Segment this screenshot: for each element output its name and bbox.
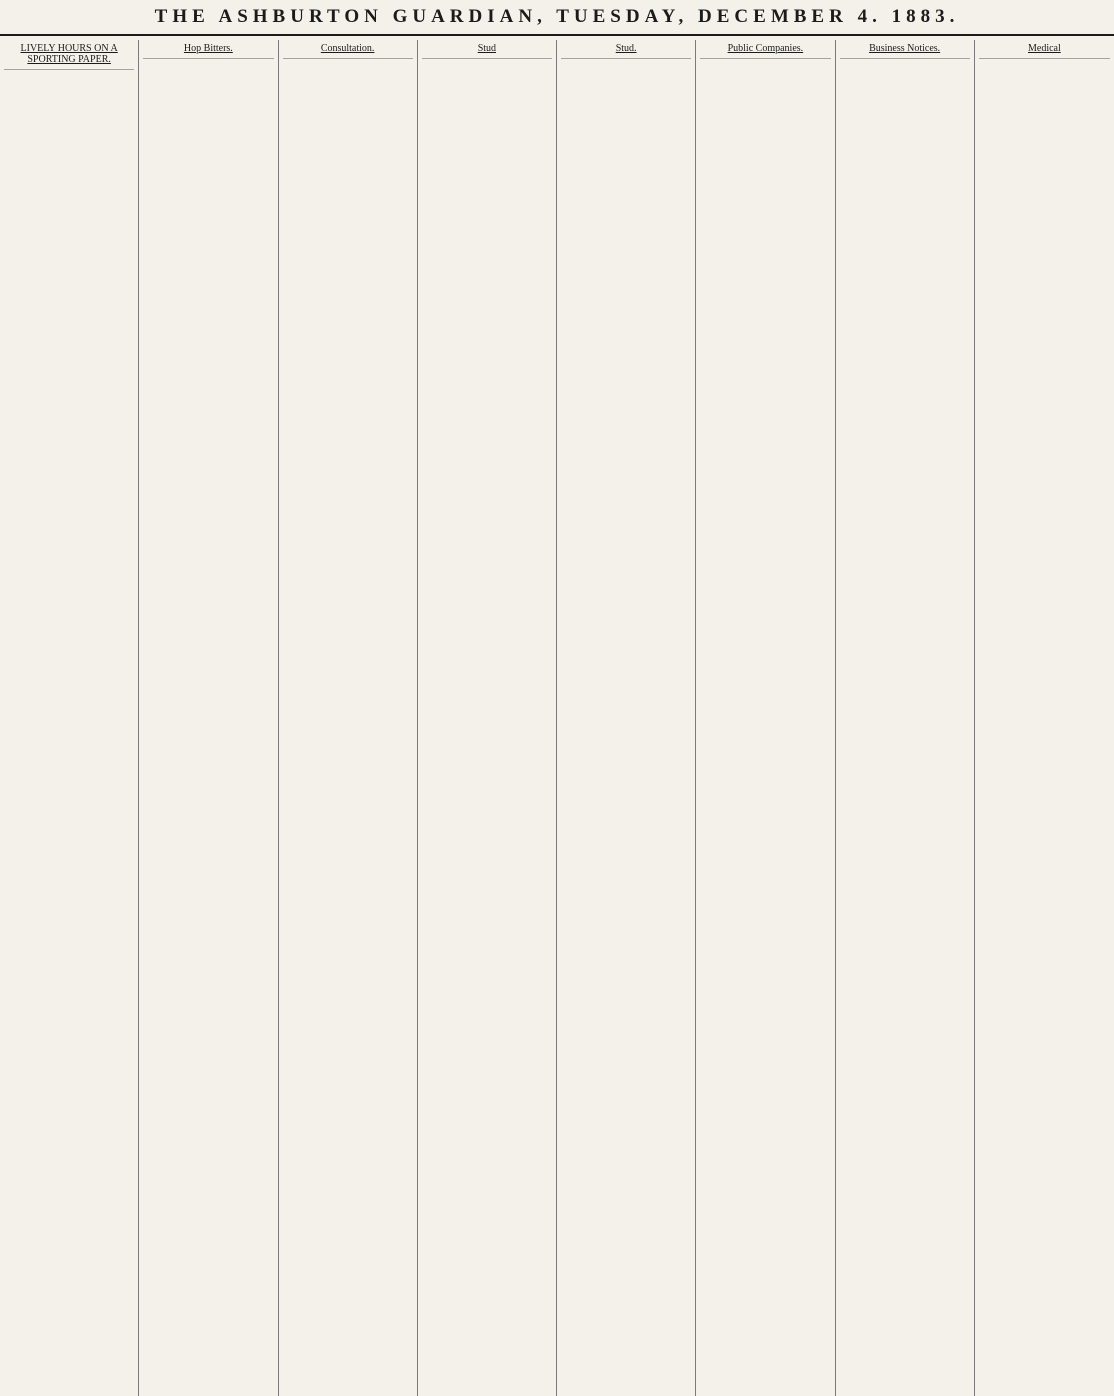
column-1-head: LIVELY HOURS ON A SPORTING PAPER. — [4, 43, 134, 70]
column-3-head: Consultation. — [283, 43, 413, 59]
column-4-head: Stud — [422, 43, 552, 59]
column-1 — [0, 40, 139, 1396]
column-4 — [418, 40, 557, 1396]
masthead-title: THE ASHBURTON GUARDIAN, TUESDAY, DECEMBER 4. 1883. — [154, 6, 960, 27]
column-8 — [975, 40, 1114, 1396]
column-7 — [836, 40, 975, 1396]
column-8-head: Medical — [979, 43, 1110, 59]
masthead — [0, 0, 1114, 36]
column-6 — [696, 40, 835, 1396]
column-3 — [279, 40, 418, 1396]
column-2 — [139, 40, 278, 1396]
column-5 — [557, 40, 696, 1396]
columns — [0, 40, 1114, 1396]
column-5-head: Stud. — [561, 43, 691, 59]
column-7-head: Business Notices. — [840, 43, 970, 59]
column-2-head: Hop Bitters. — [143, 43, 273, 59]
column-6-head: Public Companies. — [700, 43, 830, 59]
